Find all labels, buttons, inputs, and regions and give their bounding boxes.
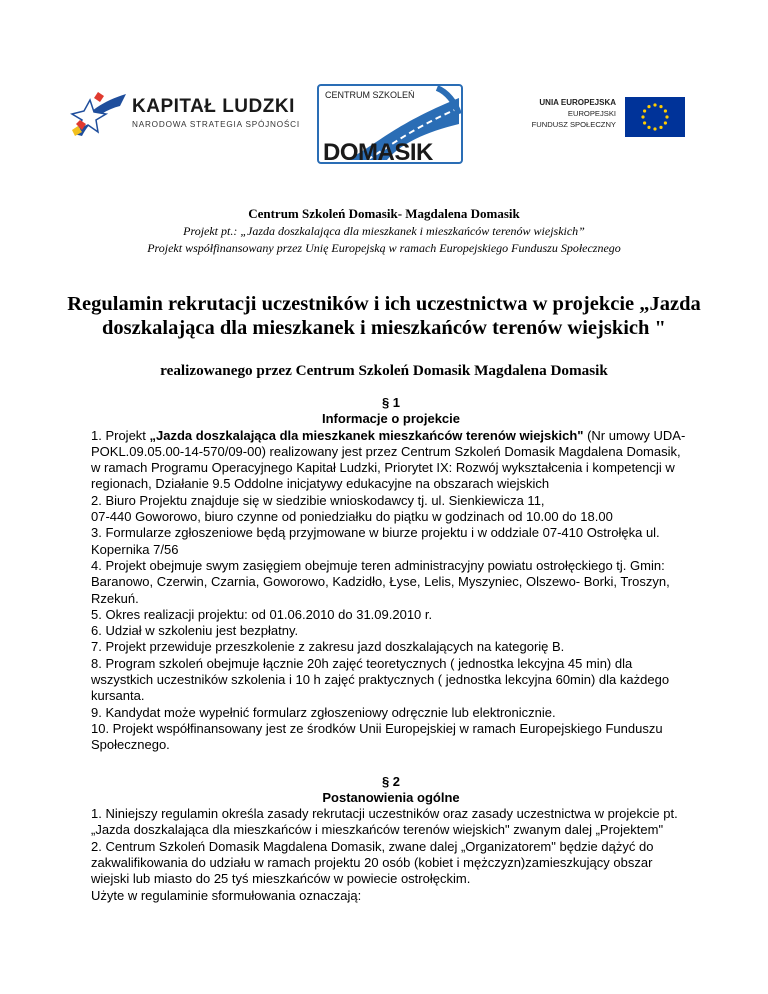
- paragraph-rest: (Nr umowy UDA-POKL.09.05.00-14-570/09-00) realizowany jest przez Centrum Szkoleń Domasik Magdalena Domasik, w ramach Programu Operacyjnego Kapitał Ludzki, Priorytet IX: Rozwój wykształcenia i kompetencji w regionach, Działanie 9.5 Oddolne inicjatywy edukacyjne na obszarach wiejskich: [91, 427, 686, 492]
- section-1-paragraph-1: [91, 428, 691, 493]
- kapital-ludzki-subtitle: NARODOWA STRATEGIA SPÓJNOŚCI: [132, 120, 300, 129]
- project-name-bold: „Jazda doszkalająca dla mieszkanek mieszkańców terenów wiejskich": [149, 427, 584, 443]
- document-title: Regulamin rekrutacji uczestników i ich uczestnictwa w projekcie „Jazda doszkalająca dla mieszkanek i mieszkańców terenów wiejskich ": [67, 293, 701, 339]
- eu-logo: [512, 97, 687, 139]
- eu-flag-icon: [625, 97, 685, 137]
- kapital-ludzki-logo: [70, 84, 300, 140]
- funding-line: Projekt współfinansowany przez Unię Europejską w ramach Europejskiego Funduszu Społecznego: [147, 241, 621, 255]
- section-2-number: § 2: [381, 773, 401, 789]
- section-1-paragraph-8: 8. Program szkoleń obejmuje łącznie 20h zajęć teoretycznych ( jednostka lekcyjna 45 min) dla wszystkich uczestników szkolenia i 10 h zajęć praktycznych ( jednostka lekcyjna 60min) dla każdego kursanta.: [91, 655, 670, 704]
- eu-logo-text: [512, 97, 616, 130]
- section-1-paragraph-5: 5. Okres realizacji projektu: od 01.06.2010 do 31.09.2010 r.: [91, 606, 433, 622]
- kapital-ludzki-emblem-icon: [70, 84, 128, 140]
- section-1-paragraph-9: 9. Kandydat może wypełnić formularz zgłoszeniowy odręcznie lub elektronicznie.: [91, 704, 556, 720]
- section-1-paragraph-10: 10. Projekt współfinansowany jest ze środków Unii Europejskiej w ramach Europejskiego Funduszu Społecznego.: [91, 720, 663, 753]
- document-subtitle: realizowanego przez Centrum Szkoleń Domasik Magdalena Domasik: [160, 362, 608, 379]
- section-2-title: Postanowienia ogólne: [322, 789, 460, 805]
- document-body: [91, 391, 691, 904]
- kapital-ludzki-title: KAPITAŁ LUDZKI: [132, 96, 295, 117]
- section-2-paragraph-3: Użyte w regulaminie sformułowania oznaczają:: [91, 887, 362, 903]
- eu-line2: EUROPEJSKI: [567, 109, 616, 118]
- eu-line1: UNIA EUROPEJSKA: [539, 98, 616, 107]
- section-1-paragraph-2a: 2. Biuro Projektu znajduje się w siedzibie wnioskodawcy tj. ul. Sienkiewicza 11,: [91, 492, 545, 508]
- organization-name: Centrum Szkoleń Domasik- Magdalena Domasik: [248, 206, 520, 221]
- paragraph-prefix: 1. Projekt: [91, 427, 150, 443]
- section-1-paragraph-7: 7. Projekt przewiduje przeszkolenie z zakresu jazd doszkalających na kategorię B.: [91, 639, 565, 655]
- section-1-title: Informacje o projekcie: [322, 411, 460, 427]
- section-1-paragraph-4: 4. Projekt obejmuje swym zasięgiem obejmuje teren administracyjny powiatu ostrołęckiego tj. Gmin: Baranowo, Czerwin, Czarnia, Goworowo, Kadzidło, Łyse, Lelis, Myszyniec, Olszewo- Borki, Troszyn, Rzekuń.: [91, 557, 670, 606]
- section-1-paragraph-6: 6. Udział w szkoleniu jest bezpłatny.: [91, 623, 299, 639]
- domasik-word: DOMASIK: [323, 139, 433, 166]
- logo-bar: [0, 0, 768, 175]
- section-2-paragraph-2: 2. Centrum Szkoleń Domasik Magdalena Domasik, zwane dalej „Organizatorem" będzie dążyć do zakwalifikowania do udziału w ramach projektu 20 osób (kobiet i mężczyzn)zamieszkujący obszar wiejski lub miasto do 25 tyś mieszkańców w powiecie ostrołęckim.: [91, 838, 654, 887]
- eu-line3: FUNDUSZ SPOŁECZNY: [531, 120, 616, 129]
- section-1-paragraph-3: 3. Formularze zgłoszeniowe będą przyjmowane w biurze projektu i w oddziale 07-410 Ostrołęka ul. Kopernika 7/56: [91, 525, 660, 557]
- project-line: Projekt pt.: „Jazda doszkalająca dla mieszkanek i mieszkańców terenów wiejskich”: [183, 224, 585, 238]
- section-gap: [91, 754, 691, 770]
- document-header: [0, 205, 768, 257]
- section-1-paragraph-2b: 07-440 Goworowo, biuro czynne od poniedziałku do piątku w godzinach od 10.00 do 18.00: [91, 509, 613, 525]
- section-2-paragraph-1: 1. Niniejszy regulamin określa zasady rekrutacji uczestników oraz zasady uczestnictwa w projekcie pt. „Jazda doszkalająca dla mieszkańców i mieszkańców terenów wiejskich" zwanym dalej „Projektem": [91, 806, 678, 838]
- domasik-top-text: CENTRUM SZKOLEŃ: [325, 90, 415, 100]
- domasik-logo: [317, 84, 463, 164]
- section-1-number: § 1: [381, 395, 401, 410]
